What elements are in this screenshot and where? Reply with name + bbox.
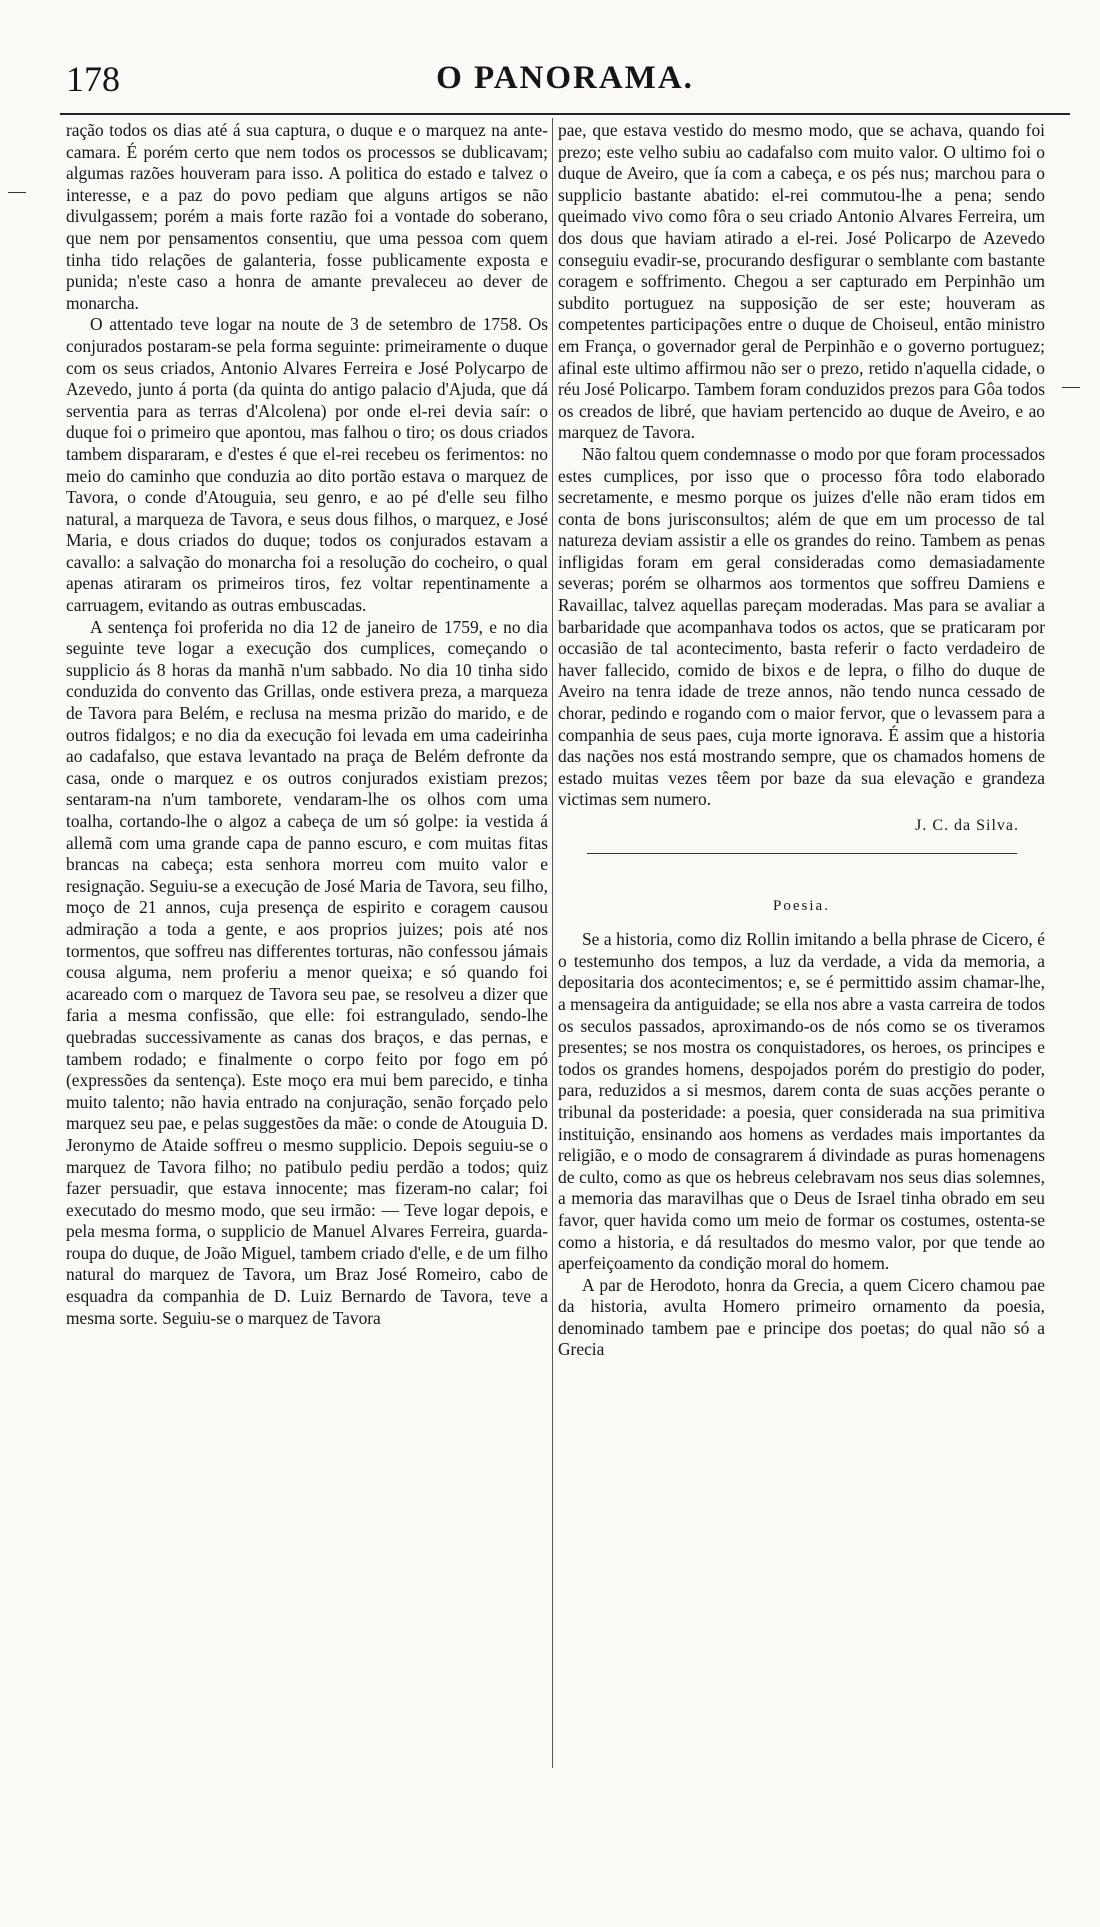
page-number: 178 <box>66 59 120 99</box>
paragraph: A par de Herodoto, honra da Grecia, a quem Cicero chamou pae da historia, avulta Homero primeiro ornamento da poesia, denominado tambem pae e principe dos poetas; do qual não só a Grecia <box>558 1274 1045 1360</box>
paragraph: A sentença foi proferida no dia 12 de janeiro de 1759, e no dia seguinte teve logar a execução dos cumplices, começando o supplicio ás 8 horas da manhã n'um sabbado. No dia 10 tinha sido conduzida do convento das Grillas, onde estivera preza, a marqueza de Tavora para Belém, e reclusa na mesma prizão do marido, e de outros fidalgos; e no dia da execução foi levada em uma cadeirinha ao cadafalso, que estava levantado na praça de Belém defronte da casa, onde o marquez e os outros conjurados existiam prezos; sentaram-na n'um tamborete, vendaram-lhe os olhos com uma toalha, cortando-lhe o algoz a cabeça de um só golpe: ia vestida á allemã com uma grande capa de panno escuro, e com muitas fitas brancas na cabeça; esta senhora morreu com muito valor e resignação. Seguiu-se a execução de José Maria de Tavora, seu filho, moço de 21 annos, cuja presença de espirito e coragem causou admiração a toda a gente, e aos proprios juizes; pois até nos tormentos, que soffreu nas differentes torturas, não confessou jámais cousa alguma, nem proferiu a menor queixa; e só quando foi acareado com o marquez de Tavora seu pae, se resolveu a dizer que faria a mesma confissão, que elle: foi estrangulado, sendo-lhe quebradas successivamente as canas dos braços, e das pernas, e tambem rodado; e finalmente o corpo feito por fogo em pó (expressões da sentença). Este moço era mui bem parecido, e tinha muito talento; não havia entrado na conjuração, senão forçado pelo marquez seu pae, e pelas suggestões da mãe: o conde de Atouguia D. Jeronymo de Ataide soffreu o mesmo supplicio. Depois seguiu-se o marquez de Tavora filho; no patibulo pediu perdão a todos; quiz fazer persuadir, que estava innocente; mas fizeram-no calar; foi executado do mesmo modo, que seu irmão: — Teve logar depois, e pela mesma forma, o supplicio de Manuel Alvares Ferreira, guarda-roupa do duque, de João Miguel, tambem criado d'elle, e de um filho natural do marquez de Tavora, um Braz José Romeiro, cabo de esquadra da companhia de D. Luiz Bernardo de Tavora, teve a mesma sorte. Seguiu-se o marquez de Tavora <box>66 616 548 1328</box>
margin-mark <box>8 192 26 193</box>
right-column <box>558 120 1045 1361</box>
paragraph: Não faltou quem condemnasse o modo por que foram processados estes cumplices, por isso que o processo fôra todo elaborado secretamente, e mesmo porque os juizes d'elle não eram tidos em conta de bons jurisconsultos; além de que em um processo de tal natureza deviam assistir a elle os grandes do reino. Tambem as penas infligidas foram em geral consideradas como demasiadamente severas; porém se olharmos aos tormentos que soffreu Damiens e Ravaillac, talvez aquellas pareçam moderadas. Mas para se avaliar a barbaridade que acompanhava todos os actos, que se praticaram por occasião de tal acontecimento, basta referir o facto verdadeiro de haver fallecido, comido de bixos e de lepra, o filho do duque de Aveiro na tenra idade de treze annos, não tendo nunca cessado de chorar, pedindo e rogando com o maior fervor, que o levassem para a companhia de seus paes, cuja morte ignorava. É assim que a historia das nações nos está mostrando sempre, que os chamados homens de estado muitas vezes têem por baze da sua elevação e grandeza victimas sem numero. <box>558 443 1045 810</box>
section-separator <box>587 853 1017 854</box>
paragraph: pae, que estava vestido do mesmo modo, que se achava, quando foi prezo; este velho subiu ao cadafalso com muito valor. O ultimo foi o duque de Aveiro, que ía com a cabeça, e os pés nus; marchou para o supplicio bastante abatido: el-rei commutou-lhe a pena; sendo queimado vivo como fôra o seu criado Antonio Alvares Ferreira, um dos dous que haviam atirado a el-rei. José Policarpo de Azevedo conseguiu evadir-se, procurando desfigurar o semblante com bastante coragem e soffrimento. Chegou a ser capturado em Perpinhão um subdito portuguez na supposição de ser este; houveram as competentes participações entre o duque de Choiseul, então ministro em França, o governador geral de Perpinhão e o governo portuguez; afinal este ultimo affirmou não ser o prezo, retido n'aquella cidade, o réu José Policarpo. Tambem foram conduzidos prezos para Gôa todos os creados de libré, que haviam pertencido ao duque de Aveiro, e ao marquez de Tavora. <box>558 120 1045 443</box>
margin-mark <box>1062 387 1080 388</box>
author-signature: J. C. da Silva. <box>915 817 1019 834</box>
section-heading: Poesia. <box>773 897 830 914</box>
page-header <box>66 58 1064 104</box>
paragraph: Se a historia, como diz Rollin imitando a bella phrase de Cicero, é o testemunho dos tempos, a luz da verdade, a vida da memoria, a depositaria dos acontecimentos; e, se é permittido assim chamar-lhe, a mensageira da antiguidade; se ella nos abre a vasta carreira de todos os seculos passados, aproximando-os de nós como se os tiveramos presentes; se nos mostra os conquistadores, os heroes, os principes e todos os grandes homens, despojados porém do prestigio do poder, para, reduzidos a si mesmos, darem conta de suas acções perante o tribunal da posteridade: a poesia, quer considerada na sua primitiva instituição, ensinando aos homens as verdades mais importantes da religião, e o modo de consagrarem á divindade as puras homenagens de culto, como as que os hebreus celebravam nos seus dias solemnes, a memoria das maravilhas que o Deus de Israel tinha obrado em seu favor, quer havida como um meio de formar os costumes, ostenta-se como a historia, e dá resultados do mesmo valor, por que tende ao aperfeiçoamento da condição moral do homem. <box>558 929 1045 1274</box>
paragraph: ração todos os dias até á sua captura, o duque e o marquez na ante-camara. É porém certo que nem todos os processos se dublicavam; algumas razões houveram para isso. A politica do estado e talvez o interesse, e a paz do povo pediam que alguns artigos se não divulgassem; porém a mais forte razão foi a vontade do soberano, que nem por pensamentos consentiu, que uma pessoa com quem tinha tido relações de galanteria, fosse publicamente exposta e punida; n'este caso a honra de amante prevaleceu ao dever de monarcha. <box>66 120 548 313</box>
journal-title: O PANORAMA. <box>436 60 694 96</box>
paragraph: O attentado teve logar na noute de 3 de setembro de 1758. Os conjurados postaram-se pela forma seguinte: primeiramente o duque com os seus criados, Antonio Alvares Ferreira e José Polycarpo de Azevedo, junto á porta (da quinta do antigo palacio d'Ajuda, que dá serventia para as terras d'Alcolena) por onde el-rei devia saír: o duque foi o primeiro que apontou, mas falhou o tiro; os dous criados tambem dispararam, e d'estes é que el-rei recebeu os ferimentos: no meio do caminho que conduzia ao dito portão estava o marquez de Tavora, o conde d'Atouguia, seu genro, e ao pé d'elle seu filho natural, a marqueza de Tavora, e seus dous filhos, o marquez, e José Maria, e dous criados do duque; todos os conjurados estavam a cavallo: a salvação do monarcha foi a resolução do cocheiro, o qual apenas atiraram os primeiros tiros, fez voltar repentinamente a carruagem, evitando as outras embuscadas. <box>66 314 548 616</box>
left-column <box>66 120 548 1329</box>
column-divider <box>552 118 553 1768</box>
header-rule <box>60 113 1070 115</box>
